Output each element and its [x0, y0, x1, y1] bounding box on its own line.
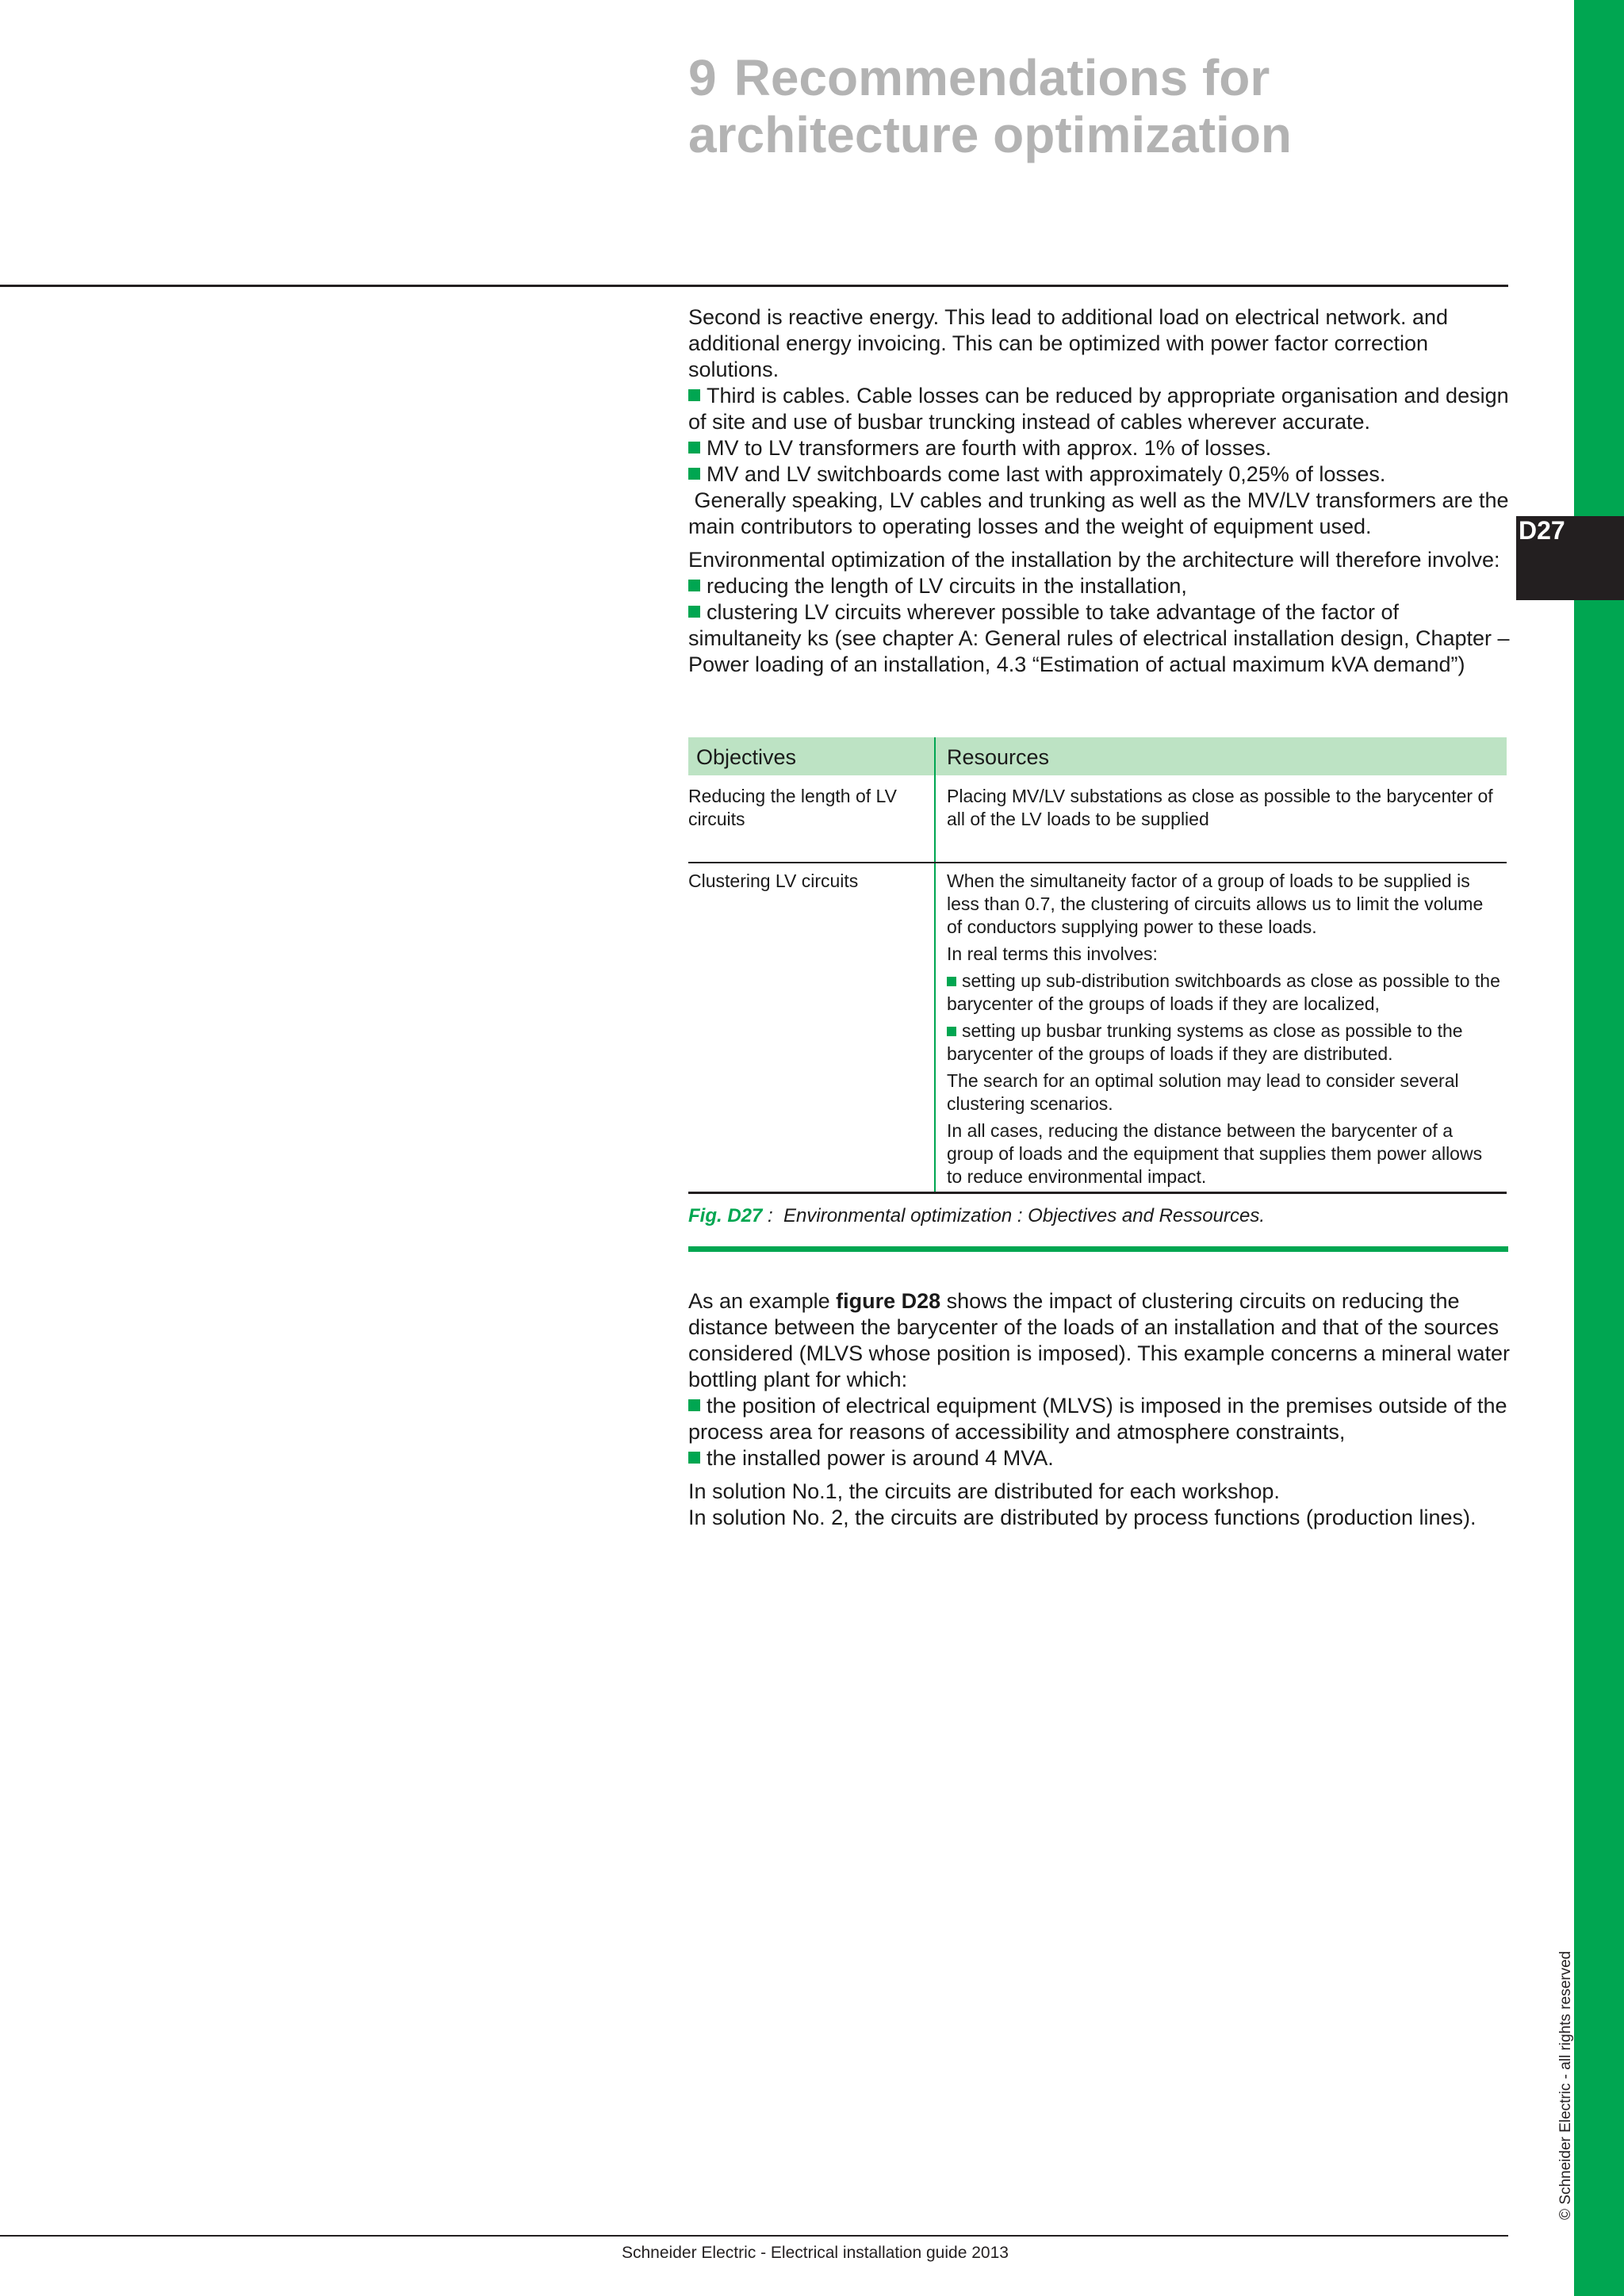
- example-paragraph-3: In solution No. 2, the circuits are distributed by process functions (production lines).: [688, 1506, 1477, 1529]
- table-header-resources: Resources: [947, 745, 1050, 769]
- intro-bullet-4: [688, 573, 1510, 599]
- footer-rule: [0, 2235, 1508, 2237]
- example-paragraph-2: In solution No.1, the circuits are distributed for each workshop.: [688, 1479, 1280, 1503]
- bullet-icon: [947, 1027, 956, 1036]
- bullet-text: reducing the length of LV circuits in the installation,: [707, 574, 1187, 598]
- bullet-icon: [688, 1399, 700, 1411]
- bullet-text: the installed power is around 4 MVA.: [707, 1446, 1054, 1470]
- bullet-text: the position of electrical equipment (MLVS) is imposed in the premises outside of the process area for reasons of accessibility and atmosphere constraints,: [688, 1394, 1507, 1444]
- example-paragraph-1: [688, 1288, 1516, 1393]
- side-color-band: [1574, 0, 1624, 2296]
- intro-paragraph-1: Second is reactive energy. This lead to additional load on electrical network. and additional energy invoicing. This can be optimized with power factor correction solutions.: [688, 305, 1449, 381]
- resource-bullet: [947, 970, 1502, 1016]
- table-bottom-rule: [688, 1192, 1507, 1194]
- resource-bullet: [947, 1020, 1502, 1066]
- bullet-icon: [688, 468, 700, 480]
- bullet-text: setting up busbar trunking systems as close as possible to the barycenter of the groups of loads if they are distributed.: [947, 1020, 1463, 1064]
- bullet-icon: [947, 977, 956, 986]
- caption-text: Environmental optimization : Objectives and Ressources.: [783, 1205, 1265, 1226]
- header-rule: [0, 285, 1508, 287]
- figure-caption: [688, 1205, 1265, 1227]
- example-text-start: As an example: [688, 1289, 837, 1313]
- intro-bullet-3: [688, 461, 1510, 488]
- table-row-divider: [688, 862, 1507, 863]
- resource-text: In all cases, reducing the distance between the barycenter of a group of loads and the equipment that supplies them power allows to reduce environmental impact.: [947, 1120, 1483, 1187]
- bullet-icon: [688, 442, 700, 453]
- figure-reference: figure D28: [836, 1289, 941, 1313]
- copyright-notice: © Schneider Electric - all rights reserved: [1557, 1950, 1574, 2220]
- example-text: [688, 1288, 1516, 1531]
- title-line-1: Recommendations for: [733, 49, 1270, 106]
- caption-green-rule: [688, 1246, 1508, 1252]
- table-header: [688, 737, 1507, 775]
- example-bullet-2: [688, 1445, 1510, 1471]
- example-text-rest: shows the impact of clustering circuits on reducing the distance between the barycenter of the loads of an installation and that of the sources considered (MLVS whose position is imposed). This example concerns a mineral water bottling plant for which:: [688, 1289, 1516, 1391]
- bullet-icon: [688, 389, 700, 401]
- intro-bullet-1: [688, 383, 1510, 435]
- table-row-1-objective: Reducing the length of LV circuits: [688, 786, 897, 829]
- bullet-text: clustering LV circuits wherever possible to take advantage of the factor of simultaneity ks (see chapter A: General rules of electrical installation design, Chapter – Power loading of an installation, 4.3 “Estimation of actual maximum kVA demand”): [688, 600, 1510, 676]
- bullet-text: setting up sub-distribution switchboards as close as possible to the barycenter of the groups of loads if they are localized,: [947, 970, 1500, 1014]
- page-title: [688, 49, 1481, 163]
- resource-text: When the simultaneity factor of a group of loads to be supplied is less than 0.7, the clustering of circuits allows us to limit the volume of conductors supplying power to these loads.: [947, 871, 1484, 937]
- chapter-number: 9: [688, 49, 717, 106]
- intro-paragraph-2: Generally speaking, LV cables and trunking as well as the MV/LV transformers are the main contributors to operating losses and the weight of equipment used.: [688, 488, 1515, 538]
- bullet-text: MV to LV transformers are fourth with approx. 1% of losses.: [707, 436, 1272, 460]
- title-line-2: architecture optimization: [688, 106, 1292, 163]
- page-number-tab: [1516, 516, 1624, 600]
- table-header-objectives: Objectives: [696, 745, 797, 769]
- intro-bullet-2: [688, 435, 1510, 461]
- example-bullet-1: [688, 1393, 1510, 1445]
- table-column-divider: [934, 737, 936, 1193]
- footer-text: Schneider Electric - Electrical installation guide 2013: [622, 2244, 1009, 2262]
- page-number: D27: [1519, 516, 1565, 545]
- intro-text: [688, 304, 1515, 678]
- resource-text: In real terms this involves:: [947, 943, 1158, 964]
- caption-separator: :: [762, 1205, 784, 1226]
- intro-paragraph-3: Environmental optimization of the installation by the architecture will therefore involve:: [688, 548, 1500, 572]
- bullet-icon: [688, 606, 700, 618]
- bullet-icon: [688, 1452, 700, 1464]
- resource-text: The search for an optimal solution may lead to consider several clustering scenarios.: [947, 1070, 1459, 1114]
- table-row-2-resource: [947, 870, 1502, 1188]
- intro-bullet-5: [688, 599, 1510, 678]
- bullet-text: MV and LV switchboards come last with approximately 0,25% of losses.: [707, 462, 1386, 486]
- figure-label: Fig. D27: [688, 1205, 763, 1226]
- bullet-text: Third is cables. Cable losses can be reduced by appropriate organisation and design of site and use of busbar truncking instead of cables wherever accurate.: [688, 384, 1509, 434]
- table-row-2-objective: Clustering LV circuits: [688, 871, 859, 891]
- bullet-icon: [688, 580, 700, 591]
- table-row-1-resource: Placing MV/LV substations as close as possible to the barycenter of all of the LV loads to be supplied: [947, 786, 1493, 829]
